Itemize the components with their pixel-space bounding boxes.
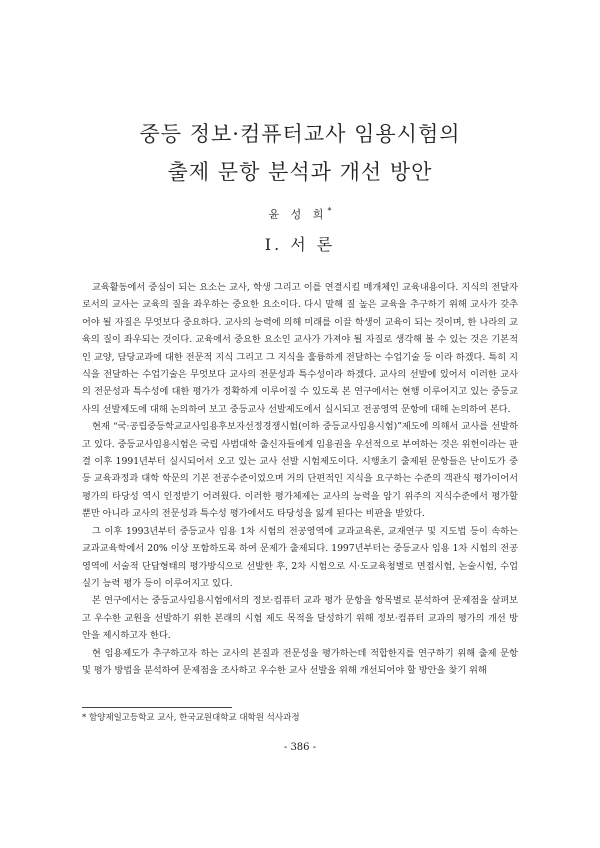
body-paragraph: 그 이후 1993년부터 중등교사 임용 1차 시험의 전공영역에 교과교육론, 교재연구 및 지도법 등이 속하는 교과교육학에서 20% 이상 포함하도록 하여 문제가 출제되다. 1997년부터는 중등교사 임용 1차 시험의 전공영역에 서술적 단답형태의 평가방식으로 선발한 후, 2차 시험으로 시·도교육청별로 면접시험, 논술시험, 수업 실기 능력 평가 등이 이루어지고 있다.: [82, 525, 518, 589]
body-paragraph: 현재 “국·공립중등학교교사임용후보자선정경쟁시험(이하 중등교사임용시험)”제도에 의해서 교사를 선발하고 있다. 중등교사임용시험은 국립 사범대학 출신자들에게 임용권을 우선적으로 부여하는 것은 위헌이라는 판결 이후 1991년부터 실시되어서 오고 있는 교사 선발 시험제도이다. 시행초기 출제된 문항들은 난이도가 중등 교육과정과 대학 학문의 기본 전공수준이었으며 거의 단편적인 지식을 요구하는 수준의 객관식 평가이어서 평가의 타당성 역시 인정받기 어려웠다. 이러한 평가체제는 교사의 능력을 암기 위주의 지식수준에서 평가할 뿐만 아니라 교사의 전문성과 특수성 평가에서도 타당성을 잃게 된다는 비판을 받았다.: [82, 421, 518, 520]
body-paragraph: 교육활동에서 중심이 되는 요소는 교사, 학생 그리고 이를 연결시킬 매개체인 교육내용이다. 지식의 전달자로서의 교사는 교육의 질을 좌우하는 중요한 요소이다. 다시 말해 질 높은 교육을 추구하기 위해 교사가 갖추어야 될 자질은 무엇보다 중요하다. 교사의 능력에 의해 미래를 이끌 학생이 교육이 되는 것이며, 한 나라의 교육의 질이 좌우되는 것이다. 교육에서 중요한 요소인 교사가 가져야 될 자질로 생각해 볼 수 있는 것은 기본적인 교양, 담당교과에 대한 전문적 지식 그리고 그 지식을 훌륭하게 전달하는 수업기술 등 이라 하겠다. 특히 지식을 전달하는 수업기술은 무엇보다 교사의 전문성과 특수성이라 하겠다. 교사의 선발에 있어서 이러한 교사의 전문성과 특수성에 대한 평가가 정확하게 이루어질 수 있도록 본 연구에서는 현행 이루어지고 있는 중등교사의 선발제도에 대해 논의하여 보고 중등교사 선발제도에서 실시되고 전공영역 문항에 대해 논의하여 본다.: [82, 282, 518, 415]
body-text: [82, 279, 518, 679]
author-name: 윤 성 희: [268, 208, 328, 221]
footnote: * 함양제일고등학교 교사, 한국교원대학교 대학원 석사과정: [82, 713, 300, 723]
body-paragraph: 본 연구에서는 중등교사임용시험에서의 정보·컴퓨터 교과 평가 문항을 항목별로 분석하여 문제점을 살펴보고 우수한 교원을 선발하기 위한 본래의 시험 제도 목적을 달성하기 위해 정보·컴퓨터 교과의 평가의 개선 방안을 제시하고자 한다.: [82, 595, 518, 642]
author-line: [0, 206, 600, 222]
section-heading: Ⅰ. 서 론: [264, 235, 336, 254]
footnote-divider: [82, 707, 232, 708]
page-number: - 386 -: [283, 742, 317, 753]
paper-title-line-2: 출제 문항 분석과 개선 방안: [167, 160, 433, 184]
author-footnote-mark: *: [327, 206, 332, 216]
body-paragraph: 현 임용제도가 추구하고자 하는 교사의 본질과 전문성을 평가하는데 적합한지를 연구하기 위해 출제 문항 및 평가 방법을 분석하여 문제점을 조사하고 우수한 교사 선발을 위해 개선되어야 할 방안을 찾기 위해: [82, 647, 518, 676]
paper-title-line-1: 중등 정보·컴퓨터교사 임용시험의: [139, 122, 461, 146]
